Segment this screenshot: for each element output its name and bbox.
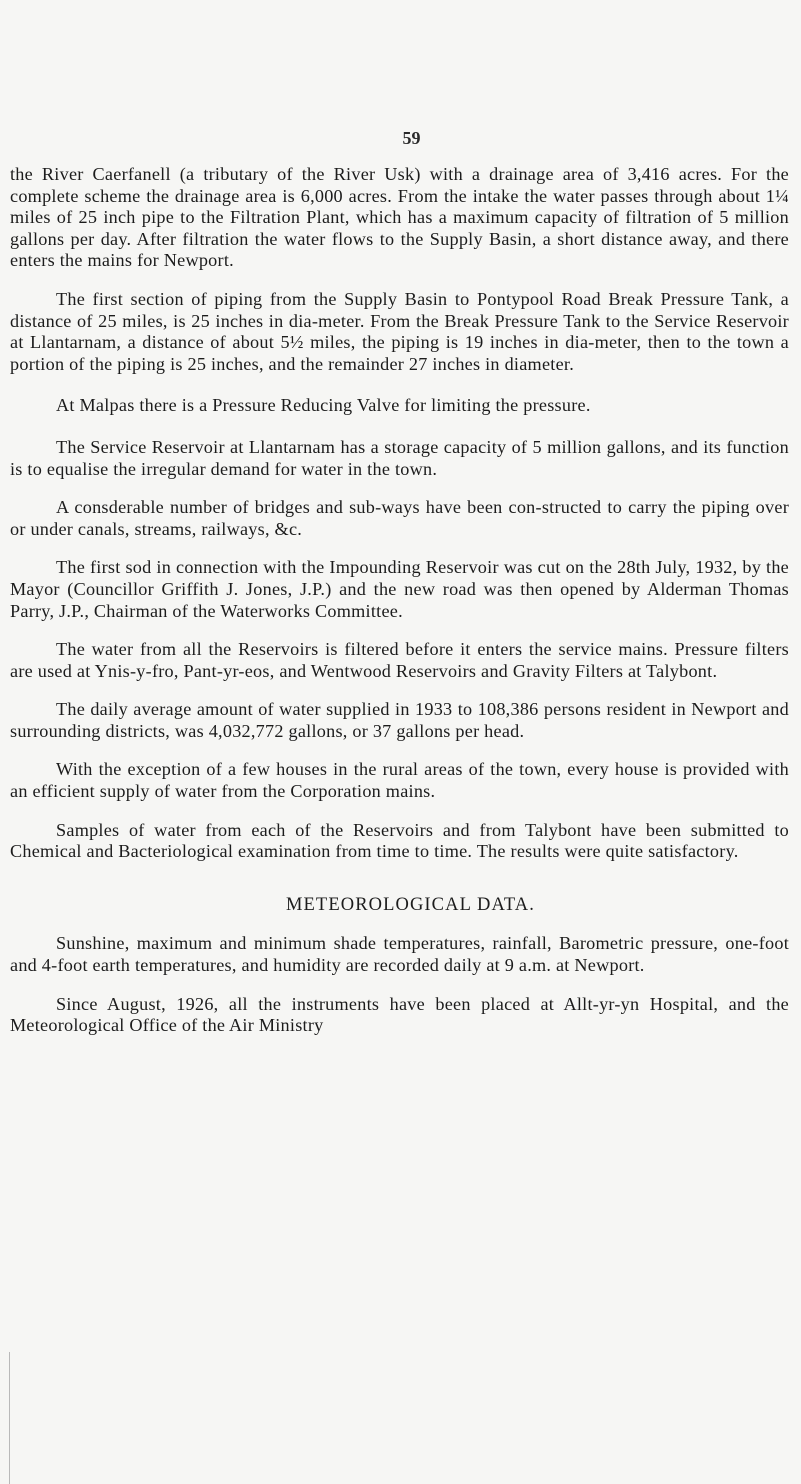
paragraph-bridges-subways: A consderable number of bridges and sub-ways have been con-structed to carry the piping over or under canals, streams, railways, &c. — [10, 497, 789, 539]
paragraph-malpas-valve: At Malpas there is a Pressure Reducing Valve for limiting the pressure. — [56, 395, 591, 416]
paragraph-instruments: Since August, 1926, all the instruments have been placed at Allt-yr-yn Hospital, and the Meteorological Office of the Air Ministry — [10, 993, 789, 1036]
paragraph-water-samples: Samples of water from each of the Reservoirs and from Talybont have been submitted to Chemical and Bacteriological examination from time to time. The results were quite satisfactory. — [10, 819, 789, 862]
page-number: 59 — [402, 128, 421, 148]
paragraph-recordings: Sunshine, maximum and minimum shade temperatures, rainfall, Barometric pressure, one-foot and 4-foot earth temperatures, and humidity are recorded daily at 9 a.m. at Newport. — [10, 933, 789, 976]
margin-rule — [9, 1352, 10, 1484]
paragraph-daily-supply: The daily average amount of water supplied in 1933 to 108,386 persons resident in Newport and surrounding districts, was 4,032,772 gallons, or 37 gallons per head. — [10, 699, 789, 741]
section-heading-meteorological: METEOROLOGICAL DATA. — [285, 894, 535, 915]
paragraph-service-reservoir: The Service Reservoir at Llantarnam has a storage capacity of 5 million gallons, and its function is to equalise the irregular demand for water in the town. — [10, 436, 789, 479]
body-text — [0, 164, 801, 1037]
paragraph-caerfanell-intake: the River Caerfanell (a tributary of the River Usk) with a drainage area of 3,416 acres. For the complete scheme the drainage area is 6,000 acres. From the intake the water passes through about 1¼ miles of 25 inch pipe to the Filtration Plant, which has a maximum capacity of filtration of 5 million gallons per day. After filtration the water flows to the Supply Basin, a short distance away, and there enters the mains for Newport. — [10, 164, 789, 271]
paragraph-filtration: The water from all the Reservoirs is filtered before it enters the service mains. Pressure filters are used at Ynis-y-fro, Pant-yr-eos, and Wentwood Reservoirs and Gravity Filters at Talybont. — [10, 639, 789, 681]
paragraph-house-supply: With the exception of a few houses in the rural areas of the town, every house is provided with an efficient supply of water from the Corporation mains. — [10, 759, 789, 802]
paragraph-first-sod: The first sod in connection with the Impounding Reservoir was cut on the 28th July, 1932, by the Mayor (Councillor Griffith J. Jones, J.P.) and the new road was then opened by Alderman Thomas Parry, J.P., Chairman of the Waterworks Committee. — [10, 557, 789, 621]
paragraph-piping-sections: The first section of piping from the Supply Basin to Pontypool Road Break Pressure Tank, a distance of 25 miles, is 25 inches in dia-meter. From the Break Pressure Tank to the Service Reservoir at Llantarnam, a distance of about 5½ miles, the piping is 19 inches in dia-meter, then to the town a portion of the piping is 25 inches, and the remainder 27 inches in diameter. — [10, 288, 789, 374]
